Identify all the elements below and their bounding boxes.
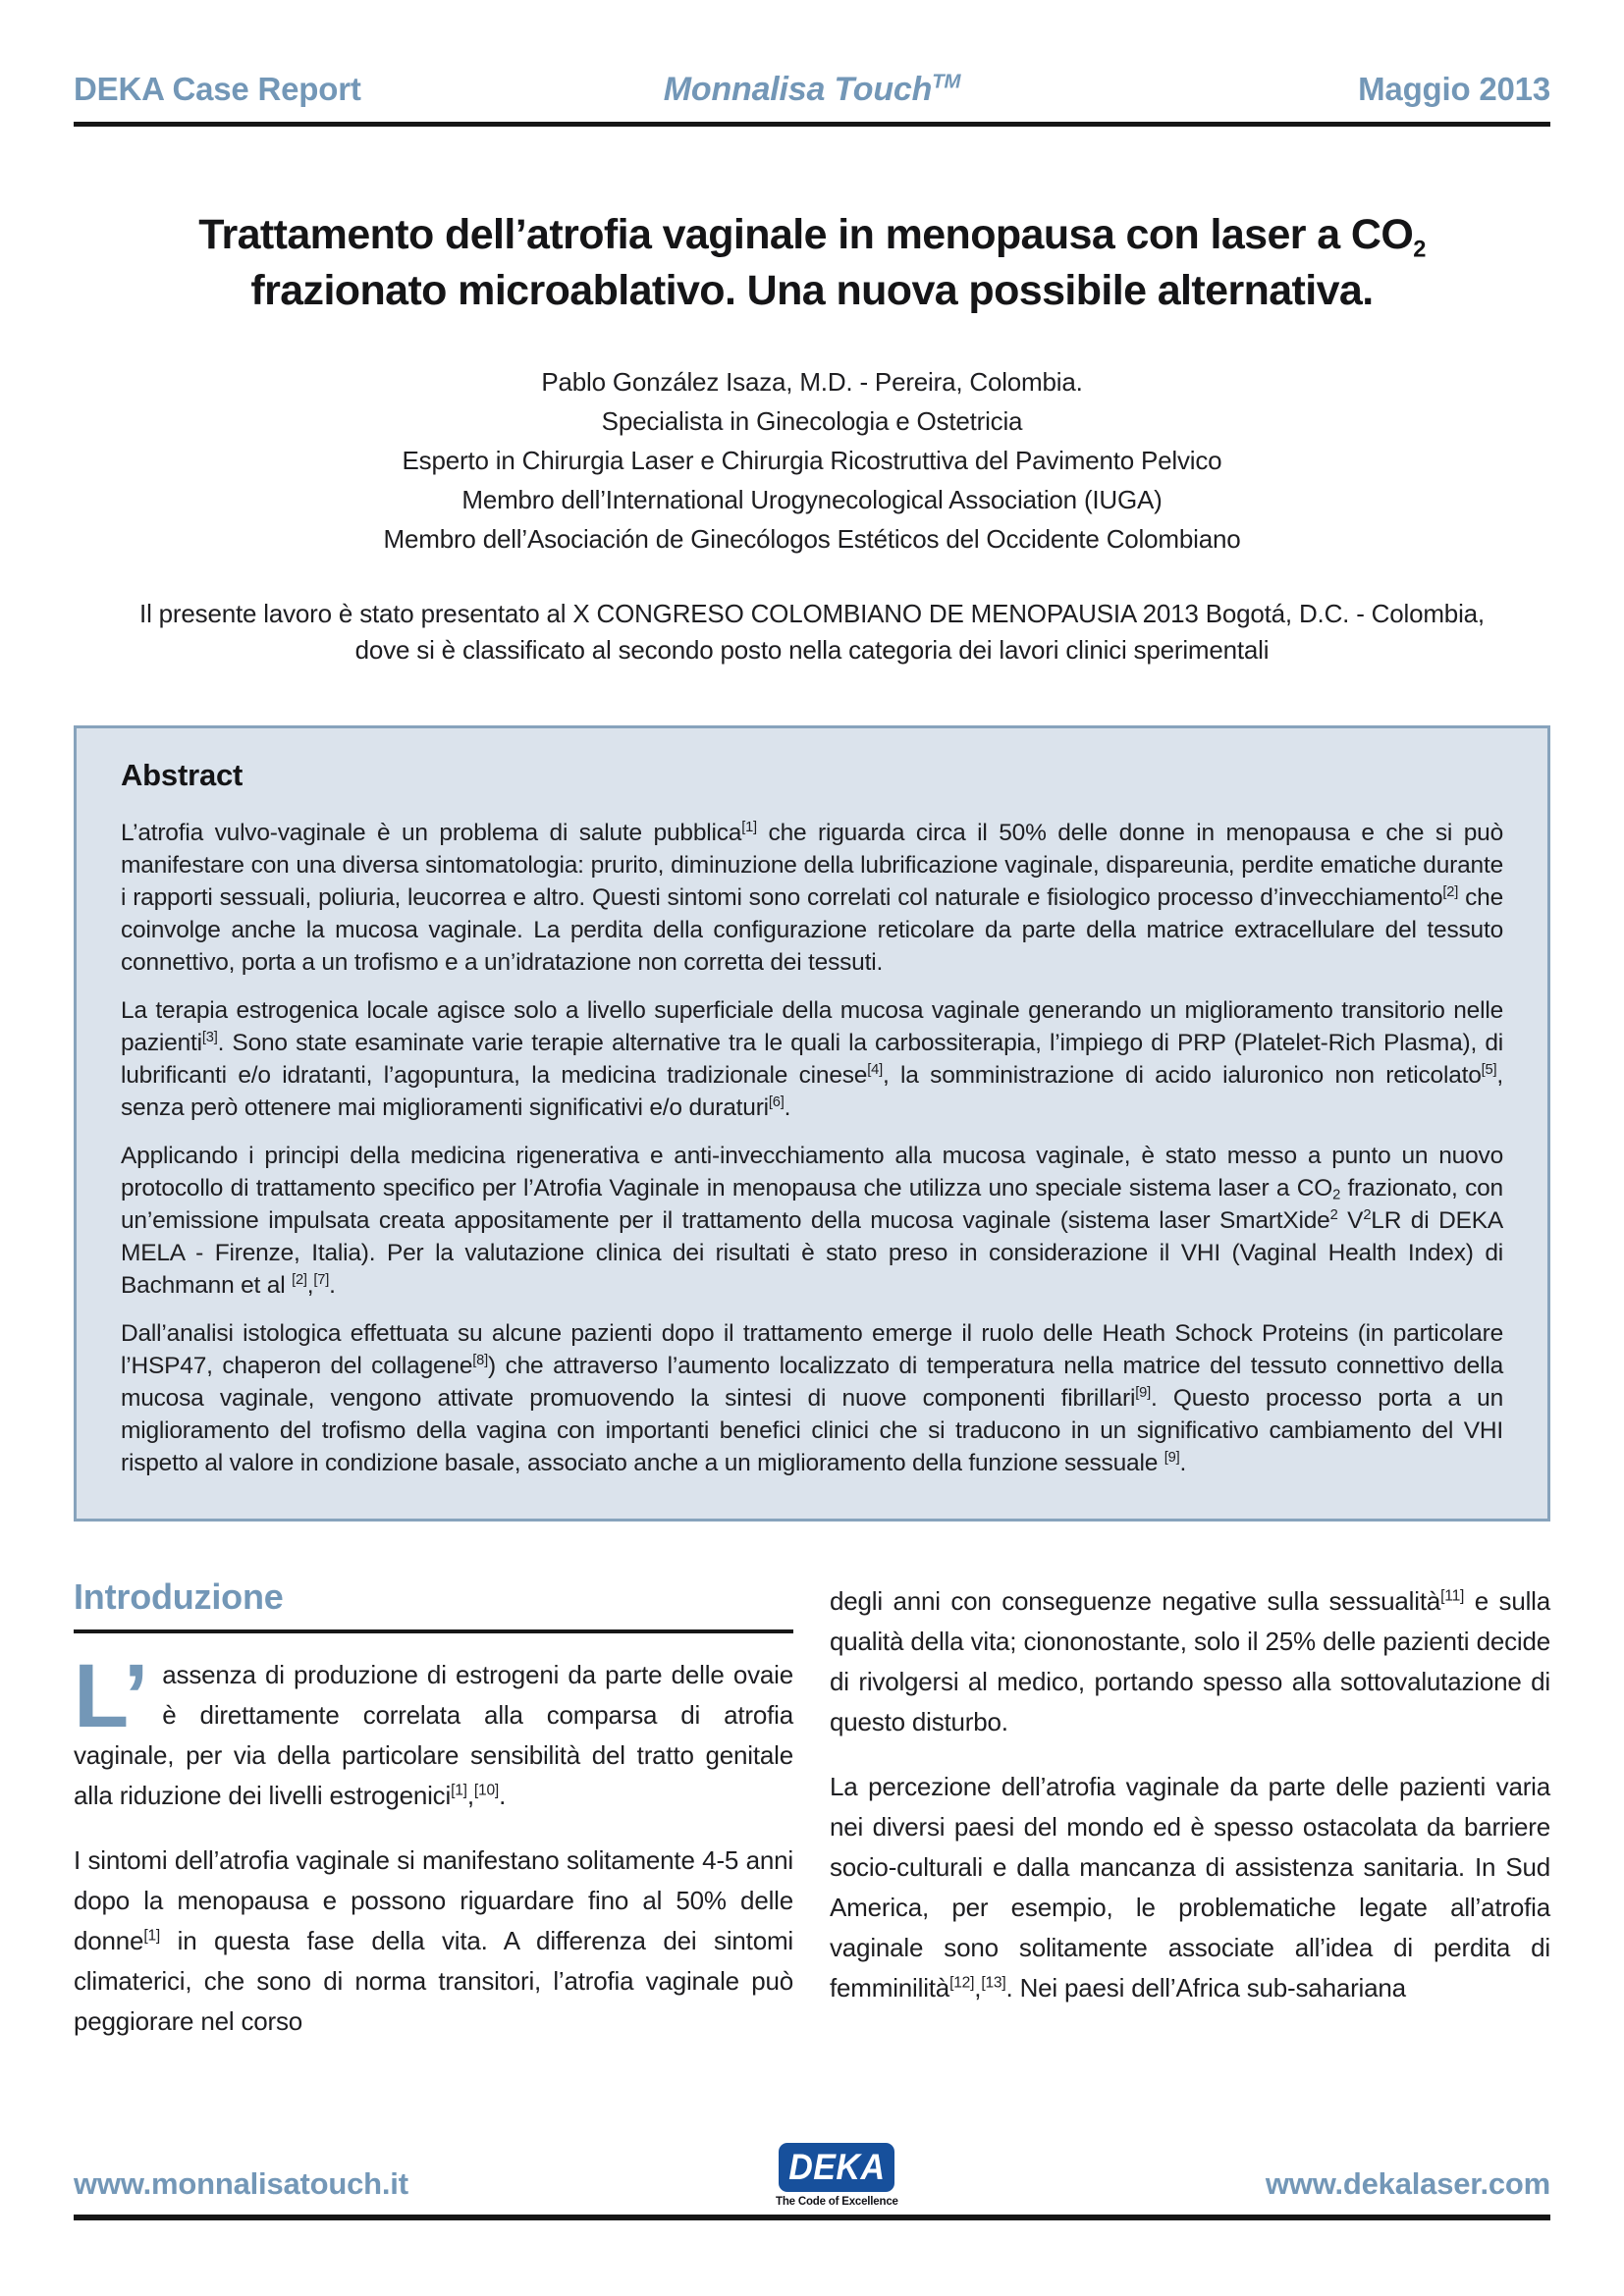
intro-left-column — [74, 1576, 793, 2042]
monnalisatouch-link[interactable]: www.monnalisatouch.it — [74, 2166, 408, 2201]
author-credential: Membro dell’Asociación de Ginecólogos Estéticos del Occidente Colombiano — [383, 524, 1241, 554]
issue-date: Maggio 2013 — [1358, 71, 1550, 107]
deka-logo-badge — [779, 2143, 894, 2192]
article-title-line2: frazionato microablativo. Una nuova possibile alternativa. — [250, 267, 1374, 314]
introduction-heading: Introduzione — [74, 1576, 793, 1633]
abstract-paragraph: La terapia estrogenica locale agisce solo a livello superficiale della mucosa vaginale generando un miglioramento transitorio nelle pazienti[3]. Sono state esaminate varie terapie alternative tra le quali la carbossiterapia, l’impiego di PRP (Platelet-Rich Plasma), di lubrificanti e/o idratanti, l’agopuntura, la medicina tradizionale cinese[4], la somministrazione di acido ialuronico non reticolato[5], senza però ottenere mai miglioramenti significativi e/o duraturi[6]. — [121, 997, 1503, 1121]
author-credential: Esperto in Chirurgia Laser e Chirurgia Ricostruttiva del Pavimento Pelvico — [402, 446, 1222, 475]
intro-paragraph — [74, 1646, 793, 1816]
intro-right-column — [830, 1576, 1550, 2008]
report-label: DEKA Case Report — [74, 71, 361, 107]
presentation-note-line1: Il presente lavoro è stato presentato al X CONGRESO COLOMBIANO DE MENOPAUSIA 2013 Bogotá, D.C. - Colombia, — [139, 599, 1485, 628]
author-credential: Membro dell’International Urogynecological Association (IUGA) — [461, 485, 1163, 514]
intro-paragraph: La percezione dell’atrofia vaginale da parte delle pazienti varia nei diversi paesi del mondo ed è spesso ostacolata da barriere socio-culturali e dalla mancanza di assistenza sanitaria. In Sud America, per esempio, le problematiche legate all’atrofia vaginale sono solitamente associate all’idea di perdita di femminilità[12],[13]. Nei paesi dell’Africa sub-sahariana — [830, 1772, 1550, 2002]
presentation-note — [74, 596, 1550, 668]
dekalaser-link[interactable]: www.dekalaser.com — [1265, 2166, 1550, 2201]
abstract-paragraph: Dall’analisi istologica effettuata su alcune pazienti dopo il trattamento emerge il ruolo delle Heath Schock Proteins (in particolare l’HSP47, chaperon del collagene[8]) che attraverso l’aumento localizzato di temperatura nella matrice del tessuto connettivo della mucosa vaginale, vengono attivate promuovendo la sintesi di nuove componenti fibrillari[9]. Questo processo porta a un miglioramento del trofismo della vagina con importanti benefici clinici che si traducono in un significativo cambiamento del VHI rispetto al valore in condizione basale, associato anche a un miglioramento della funzione sessuale [9]. — [121, 1320, 1504, 1476]
author-credential: Specialista in Ginecologia e Ostetricia — [601, 406, 1023, 436]
abstract-panel — [74, 725, 1550, 1522]
brand-title: Monnalisa Touch™ — [663, 71, 961, 108]
intro-paragraph: I sintomi dell’atrofia vaginale si manifestano solitamente 4-5 anni dopo la menopausa e possono riguardare fino al 50% delle donne[1] in questa fase della vita. A differenza dei sintomi climaterici, che sono di norma transitori, l’atrofia vaginale può peggiorare nel corso — [74, 1845, 793, 2036]
drop-cap: L’ — [74, 1646, 149, 1746]
footer-rule — [74, 2215, 1550, 2220]
introduction-section — [74, 1576, 1550, 2042]
article-title — [74, 207, 1550, 319]
article-title-line1: Trattamento dell’atrofia vaginale in menopausa con laser a $CO_2$ — [198, 211, 1426, 263]
abstract-paragraph: Applicando i principi della medicina rigenerativa e anti-invecchiamento alla mucosa vaginale, è stato messo a punto un nuovo protocollo di trattamento specifico per l’Atrofia Vaginale in menopausa che utilizza uno speciale sistema laser a $CO_2$ frazionato, con un’emissione impulsata creata appositamente per il trattamento della mucosa vaginale (sistema laser SmartXide$^2$ $V^2LR$ di DEKA MELA - Firenze, Italia). Per la valutazione clinica dei risultati è stato preso in considerazione il VHI (Vaginal Health Index) di Bachmann et al [2],[7]. — [121, 1143, 1503, 1299]
intro-paragraph-text: assenza di produzione di estrogeni da parte delle ovaie è direttamente correlata alla comparsa di atrofia vaginale, per via della particolare sensibilità del tratto genitale alla riduzione dei livelli estrogenici[1],[10]. — [74, 1660, 793, 1810]
deka-logo-text: DEKA — [788, 2146, 886, 2188]
deka-logo — [776, 2143, 898, 2208]
abstract-heading: Abstract — [121, 758, 244, 792]
page-header — [74, 0, 1550, 109]
abstract-paragraph: L’atrofia vulvo-vaginale è un problema di salute pubblica[1] che riguarda circa il 50% delle donne in menopausa e che si può manifestare con una diversa sintomatologia: prurito, diminuzione della lubrificazione vaginale, dispareunia, perdite ematiche durante i rapporti sessuali, poliuria, leucorrea e altro. Questi sintomi sono correlati col naturale e fisiologico processo d’invecchiamento[2] che coinvolge anche la mucosa vaginale. La perdita della configurazione reticolare da parte della matrice extracellulare del tessuto connettivo, porta a un trofismo e a un’idratazione non corretta dei tessuti. — [121, 819, 1503, 976]
presentation-note-line2: dove si è classificato al secondo posto nella categoria dei lavori clinici sperimentali — [354, 635, 1270, 665]
intro-paragraph: degli anni con conseguenze negative sulla sessualità[11] e sulla qualità della vita; ciononostante, solo il 25% delle pazienti decide di rivolgersi al medico, portando spesso alla sottovalutazione di questo disturbo. — [830, 1586, 1550, 1736]
author-name: Pablo González Isaza, M.D. - Pereira, Colombia. — [541, 367, 1083, 397]
deka-logo-tagline: The Code of Excellence — [776, 2196, 898, 2208]
page-footer — [74, 2143, 1550, 2208]
header-rule — [74, 122, 1550, 127]
author-block — [74, 362, 1550, 559]
